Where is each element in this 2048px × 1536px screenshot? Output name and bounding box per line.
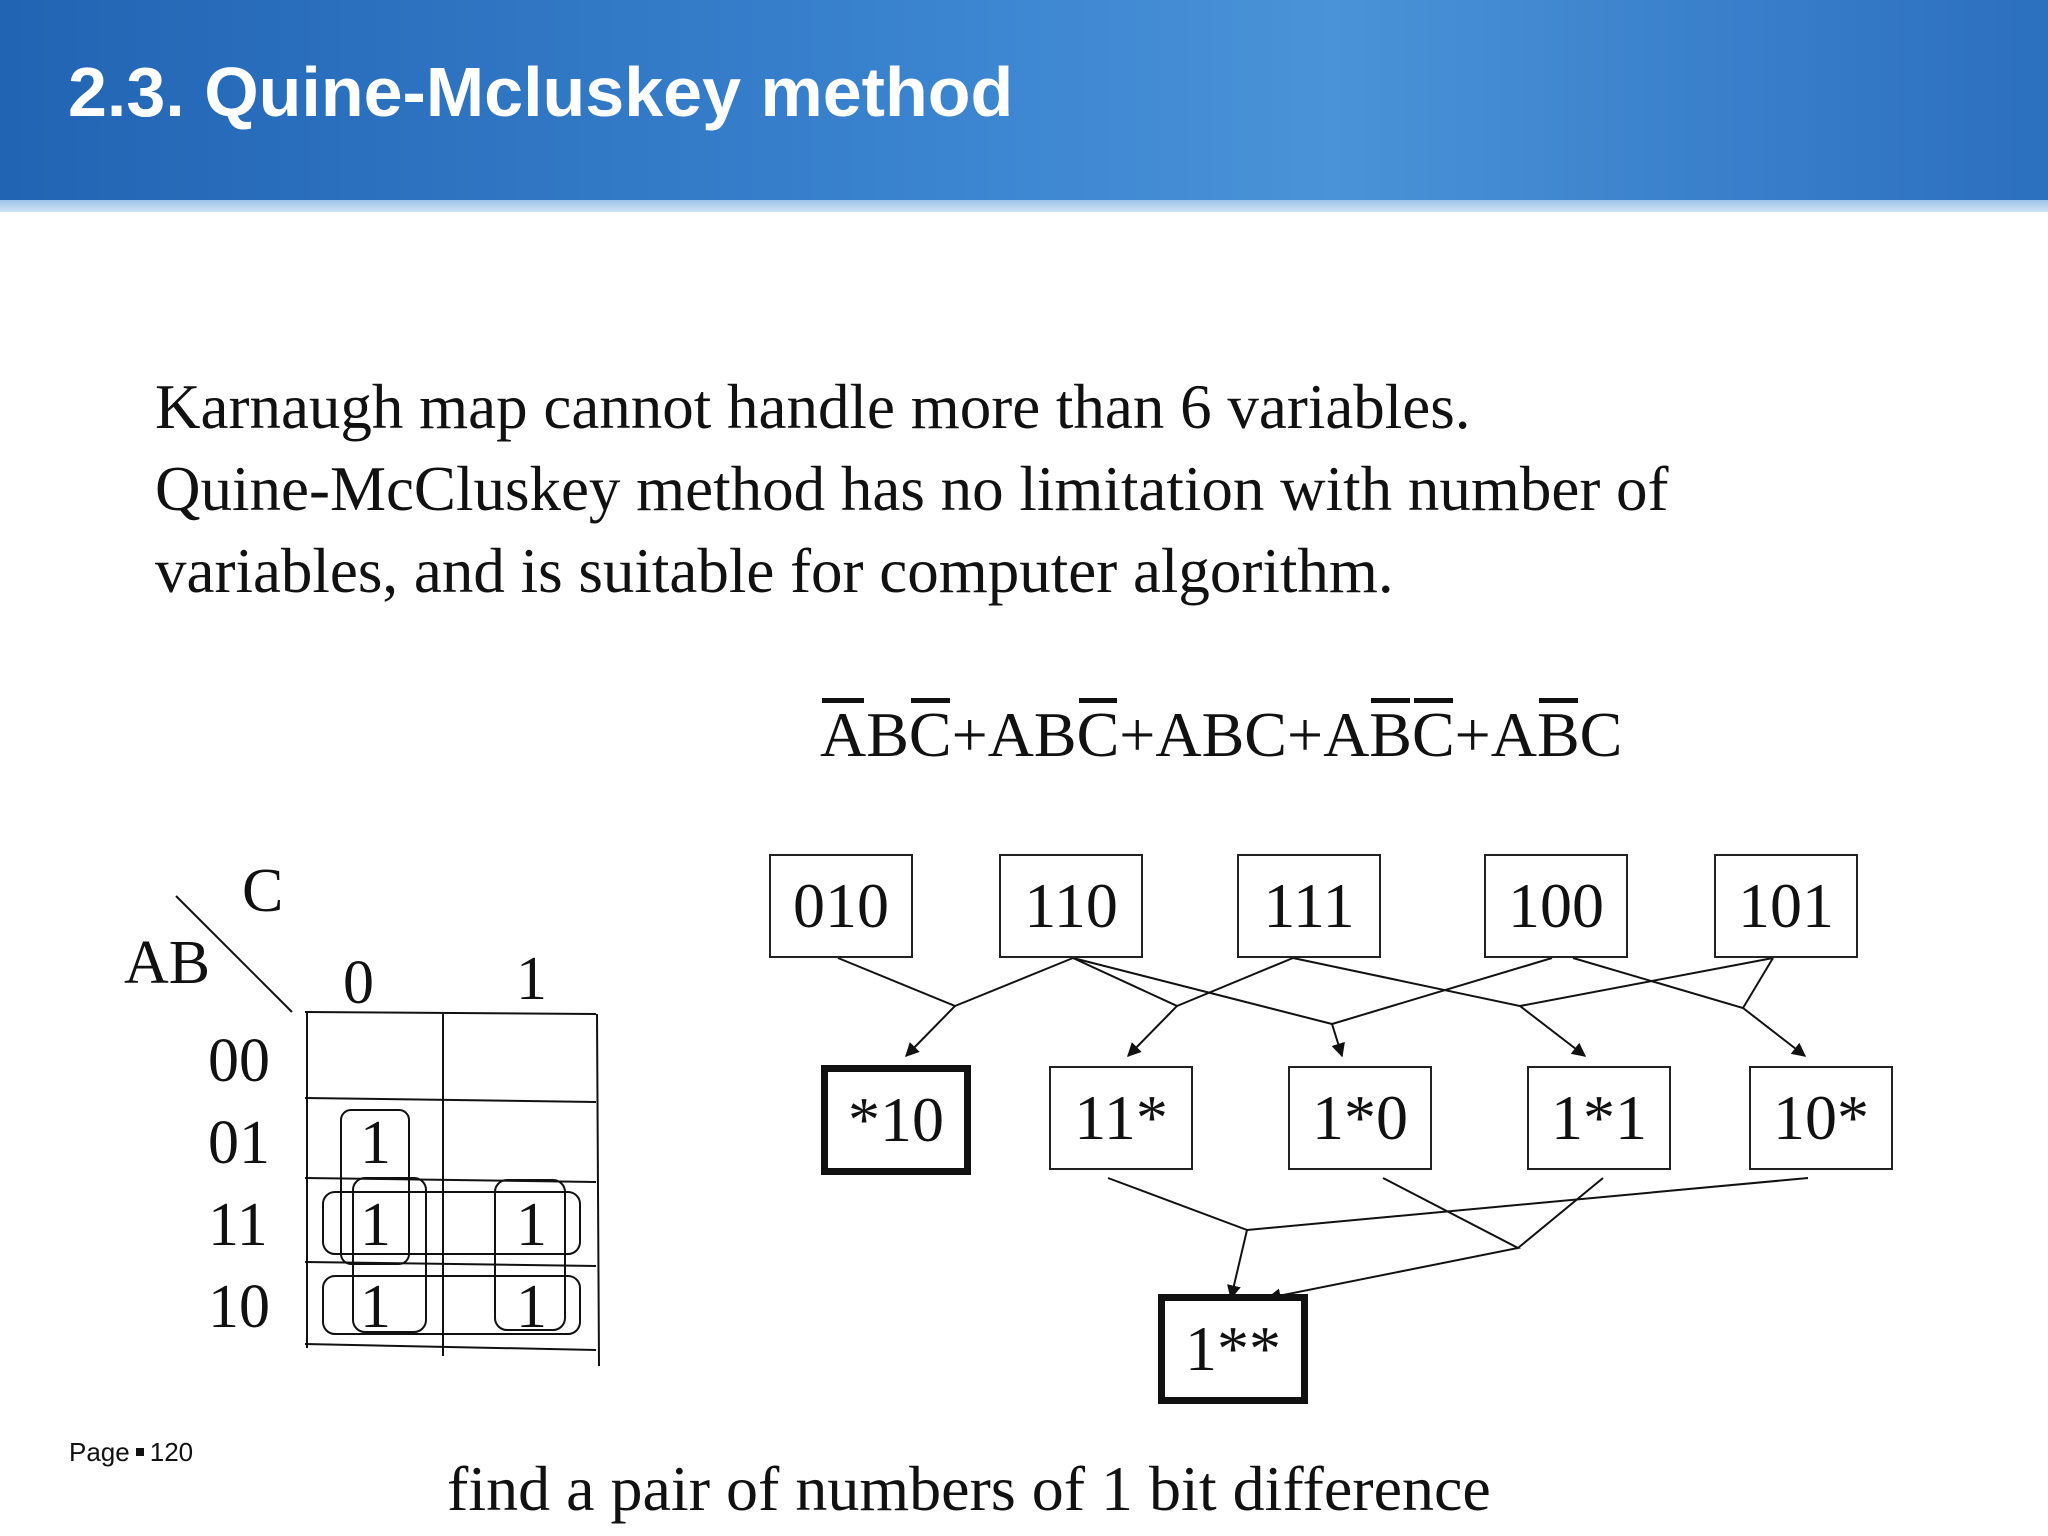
expression-operator: +	[1454, 699, 1491, 770]
merge-lines-1	[838, 958, 1805, 1056]
complemented-variable: A	[820, 699, 867, 770]
diagram-caption: find a pair of numbers of 1 bit difference	[447, 1453, 1491, 1524]
kmap-row-header: 00	[208, 1027, 270, 1095]
merge-lines-2	[1108, 1178, 1808, 1298]
complemented-variable: C	[1411, 699, 1455, 770]
kmap-cell: 1	[360, 1109, 391, 1177]
page-footer	[69, 1437, 193, 1468]
slide-title: 2.3. Quine-Mcluskey method	[68, 53, 1014, 131]
expression-operator: +	[951, 699, 988, 770]
implicant-box: 11*	[1049, 1066, 1193, 1170]
variable: C	[1244, 699, 1287, 770]
expression-operator: +	[1286, 699, 1324, 770]
kmap-col-header: 1	[516, 945, 547, 1013]
minterm-box: 111	[1237, 854, 1381, 958]
kmap-row-variable: AB	[124, 929, 211, 997]
variable: A	[987, 699, 1034, 770]
kmap-cell: 1	[360, 1191, 391, 1259]
prime-implicant-box: 1**	[1158, 1294, 1308, 1404]
minterm-box: 100	[1484, 854, 1628, 958]
bullet-square-icon	[136, 1448, 144, 1456]
variable: A	[1323, 699, 1370, 770]
minterm-box: 101	[1714, 854, 1858, 958]
variable: B	[866, 699, 909, 770]
variable: A	[1490, 699, 1537, 770]
minterm-box: 010	[769, 854, 913, 958]
kmap-cell: 1	[516, 1191, 547, 1259]
implicant-box: 10*	[1749, 1066, 1893, 1170]
kmap-col-variable: C	[242, 857, 284, 925]
body-line: Karnaugh map cannot handle more than 6 variables.	[155, 372, 1471, 442]
implicant-box: 1*1	[1527, 1066, 1671, 1170]
complemented-variable: C	[1076, 699, 1120, 770]
variable: B	[1033, 699, 1077, 770]
kmap-row-header: 10	[208, 1273, 270, 1341]
implicant-box: 1*0	[1288, 1066, 1432, 1170]
complemented-variable: B	[1369, 699, 1412, 770]
variable: A	[1155, 699, 1202, 770]
minterm-box: 110	[999, 854, 1143, 958]
kmap-row-header: 11	[208, 1191, 268, 1259]
kmap-cell: 1	[516, 1273, 547, 1341]
page-number: 120	[149, 1437, 194, 1467]
kmap-col-header: 0	[343, 949, 374, 1017]
kmap-row-header: 01	[208, 1109, 270, 1177]
body-line: variables, and is suitable for computer algorithm.	[155, 536, 1394, 606]
complemented-variable: B	[1536, 699, 1580, 770]
page-label: Page	[69, 1437, 130, 1467]
kmap-cell: 1	[360, 1273, 391, 1341]
body-line: Quine-McCluskey method has no limitation with number of	[155, 454, 1669, 524]
variable: B	[1201, 699, 1245, 770]
variable: C	[1579, 699, 1623, 770]
complemented-variable: C	[908, 699, 952, 770]
expression-operator: +	[1119, 699, 1156, 770]
prime-implicant-box: *10	[821, 1065, 971, 1175]
kmap-grid	[305, 1012, 599, 1366]
